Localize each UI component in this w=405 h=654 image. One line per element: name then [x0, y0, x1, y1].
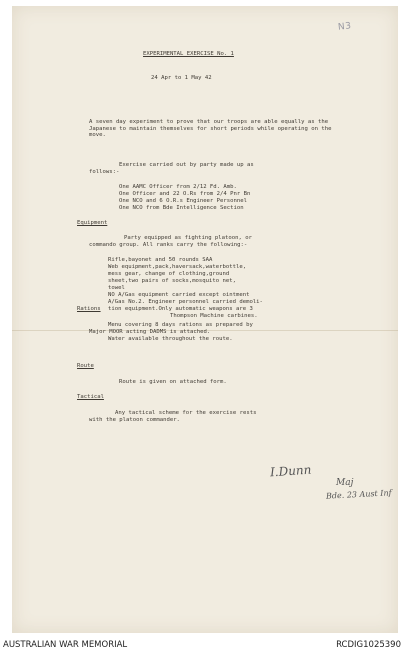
- equipment-line: towel: [108, 285, 125, 291]
- party-intro-line: follows:-: [89, 169, 120, 175]
- equipment-line: A/Gas No.2. Engineer personnel carried demoli-: [108, 299, 263, 305]
- tactical-line: Any tactical scheme for the exercise rests: [115, 410, 257, 416]
- party-member: One Officer and 22 O.Rs from 2/4 Pnr Bn: [119, 191, 251, 197]
- equipment-line: Party equipped as fighting platoon, or: [124, 235, 252, 241]
- route-line: Route is given on attached form.: [119, 379, 227, 385]
- folio-number: N3: [337, 21, 352, 33]
- equipment-line: commando group. All ranks carry the following:-: [89, 242, 248, 248]
- equipment-line: Rifle,bayonet and 50 rounds SAA: [108, 257, 213, 263]
- equipment-line: Thompson Machine carbines.: [170, 313, 258, 319]
- party-member: One NCO and 6 O.R.s Engineer Personnel: [119, 198, 247, 204]
- equipment-line: sheet,two pairs of socks,mosquito net,: [108, 278, 236, 284]
- rations-line: Water available throughout the route.: [108, 336, 233, 342]
- archive-reference: RCDIG1025390: [336, 640, 401, 650]
- rations-line: Menu covering 8 days rations as prepared by: [108, 322, 253, 328]
- signature-name: I.Dunn: [269, 462, 312, 480]
- rations-line: Major MOOR acting DADMS is attached.: [89, 329, 211, 335]
- tactical-line: with the platoon commander.: [89, 417, 180, 423]
- document-text: [12, 6, 398, 633]
- equipment-line: mess gear, change of clothing,ground: [108, 271, 230, 277]
- document-page: [12, 6, 398, 633]
- intro-paragraph: A seven day experiment to prove that our troops are able equally as the Japanese to maintain themselves for short periods while operating on the move.: [89, 119, 332, 139]
- signature-rank: Maj: [336, 478, 354, 488]
- rations-heading: Rations: [77, 306, 101, 312]
- equipment-line: NO A/Gas equipment carried except ointment: [108, 292, 250, 298]
- archive-footer: [0, 636, 405, 654]
- party-intro-line: Exercise carried out by party made up as: [119, 162, 254, 168]
- document-dates: 24 Apr to 1 May 42: [151, 75, 212, 81]
- party-member: One AAMC Officer from 2/12 Fd. Amb.: [119, 184, 237, 190]
- route-heading: Route: [77, 363, 94, 369]
- signature-unit: Bde. 23 Aust Inf: [325, 488, 392, 501]
- archive-name: AUSTRALIAN WAR MEMORIAL: [3, 640, 128, 650]
- equipment-heading: Equipment: [77, 220, 108, 226]
- party-member: One NCO from Bde Intelligence Section: [119, 205, 244, 211]
- tactical-heading: Tactical: [77, 394, 104, 400]
- document-title: EXPERIMENTAL EXERCISE No. 1: [143, 51, 234, 57]
- equipment-line: tion equipment.Only automatic weapons are 3: [108, 306, 253, 312]
- equipment-line: Web equipment,pack,haversack,waterbottle,: [108, 264, 247, 270]
